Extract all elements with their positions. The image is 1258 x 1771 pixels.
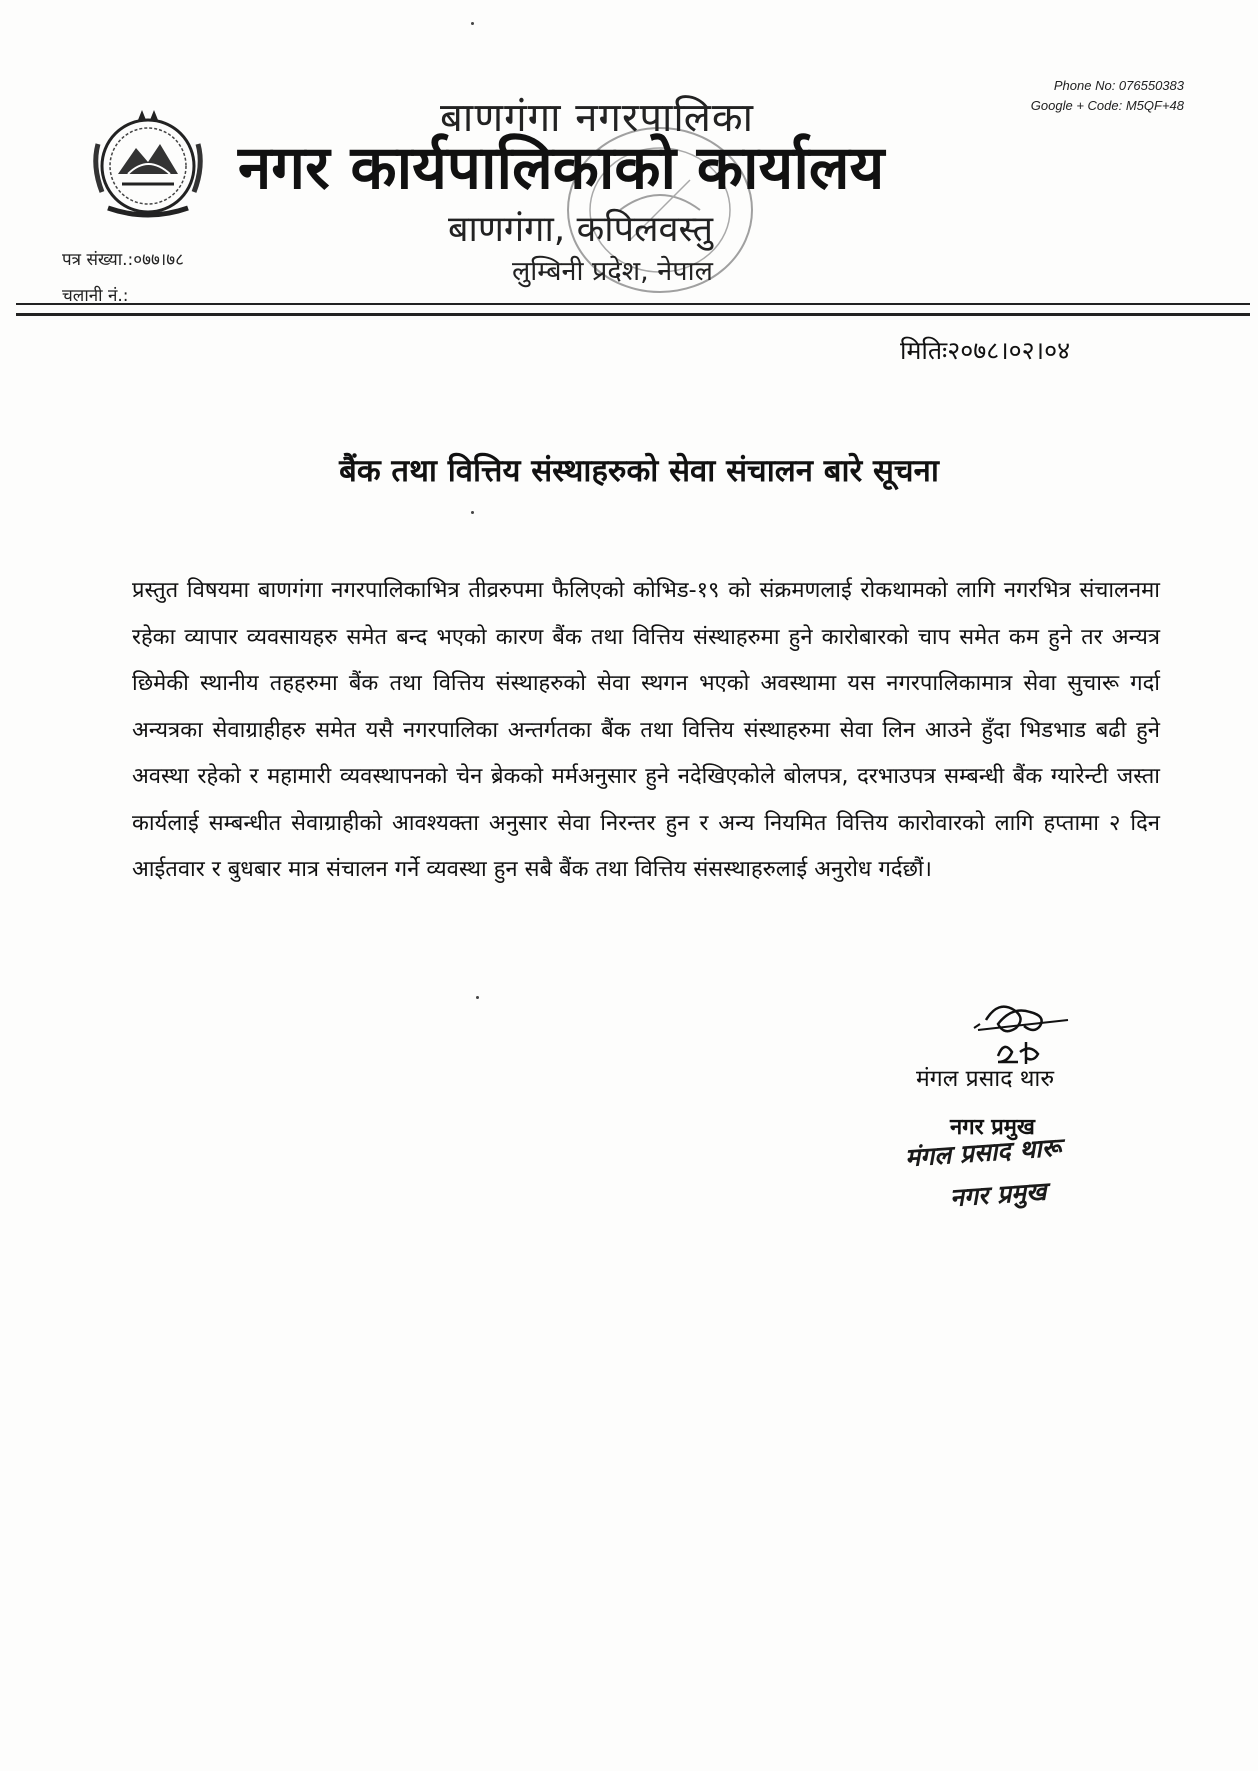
letter-date: मितिः२०७८।०२।०४ bbox=[900, 336, 1071, 365]
notice-body: प्रस्तुत विषयमा बाणगंगा नगरपालिकाभित्र तीव्ररुपमा फैलिएको कोभिड-१९ को संक्रमणलाई रोकथामको लागि नगरभित्र संचालनमा रहेका व्यापार व्यवसायहरु समेत बन्द भएको कारण बैंक तथा वित्तिय संस्थाहरुमा हुने कारोबारको चाप समेत कम हुने तर अन्यत्र छिमेकी स्थानीय तहहरुमा बैंक तथा वित्तिय संस्थाहरुको सेवा स्थगन भएको अवस्थामा यस नगरपालिकामात्र सेवा सुचारू गर्दा अन्यत्रका सेवाग्राहीहरु समेत यसै नगरपालिका अन्तर्गतका बैंक तथा वित्तिय संस्थाहरुमा सेवा लिन आउने हुँदा भिडभाड बढी हुने अवस्था रहेको र महामारी व्यवस्थापनको चेन ब्रेकको मर्मअनुसार हुने नदेखिएकोले बोलपत्र, दरभाउपत्र सम्बन्धी बैंक ग्यारेन्टी जस्ता कार्यलाई सम्बन्धीत सेवाग्राहीको आवश्यक्ता अनुसार सेवा निरन्तर हुन र अन्य नियमित वित्तिय कारोवारको लागि हप्तामा २ दिन आईतवार र बुधबार मात्र संचालन गर्ने व्यवस्था हुन सबै बैंक तथा वित्तिय संसस्थाहरुलाई अनुरोध गर्दछौं। bbox=[132, 578, 1160, 882]
nepal-emblem-icon bbox=[78, 104, 218, 224]
header-divider-thin bbox=[16, 303, 1250, 305]
address-district: बाणगंगा, कपिलवस्तु bbox=[448, 209, 714, 250]
notice-subject-text: बैंक तथा वित्तिय संस्थाहरुको सेवा संचालन बारे सूचना bbox=[339, 453, 939, 489]
contact-info bbox=[1031, 76, 1184, 116]
address-province: लुम्बिनी प्रदेश, नेपाल bbox=[512, 256, 713, 287]
office-title: नगर कार्यपालिकाको कार्यालय bbox=[238, 133, 885, 203]
signer-name: मंगल प्रसाद थारु bbox=[916, 1066, 1055, 1092]
google-plus-code: Google + Code: M5QF+48 bbox=[1030, 98, 1184, 113]
signer-title: नगर प्रमुख bbox=[950, 1115, 1035, 1140]
scan-speck bbox=[471, 22, 474, 25]
signature-stamp-title: नगर प्रमुख bbox=[949, 1176, 1048, 1213]
signature-stamp-name: मंगल प्रसाद थारू bbox=[904, 1132, 1062, 1173]
scan-speck bbox=[476, 996, 479, 999]
header-divider-thick bbox=[16, 313, 1250, 316]
notice-subject bbox=[0, 452, 1258, 490]
letter-number: पत्र संख्या.:०७७।७८ bbox=[62, 250, 184, 270]
municipality-name: बाणगंगा नगरपालिका bbox=[440, 95, 754, 141]
dispatch-number: चलानी नं.: bbox=[62, 286, 129, 306]
scan-speck bbox=[471, 511, 474, 514]
phone-number: Phone No: 076550383 bbox=[1053, 78, 1184, 93]
